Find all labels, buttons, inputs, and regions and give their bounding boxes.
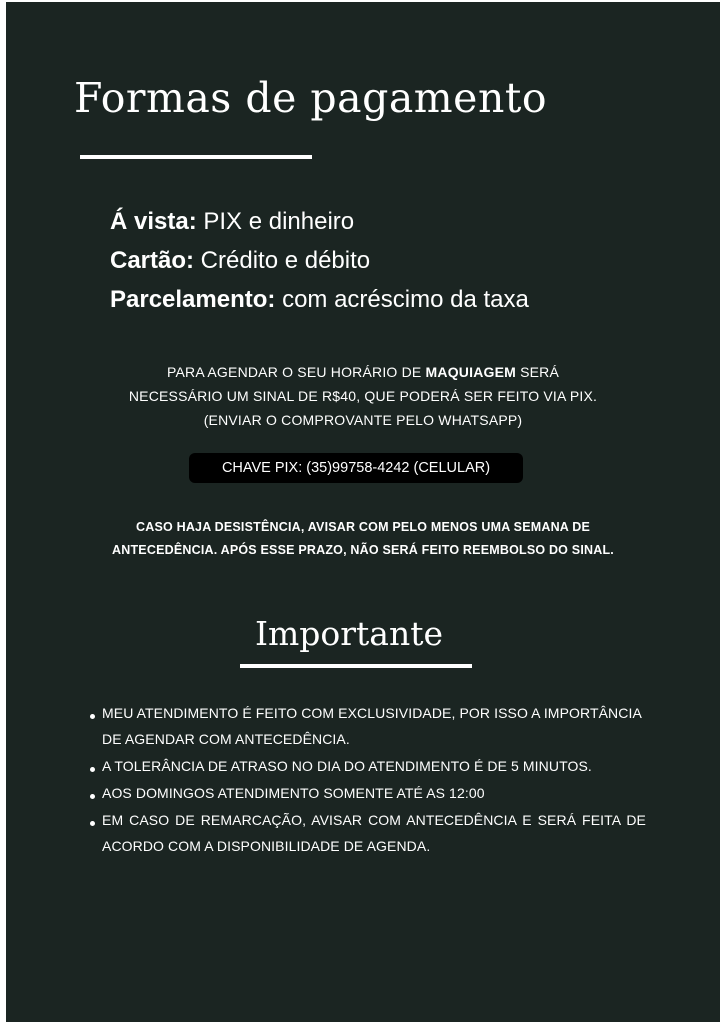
payment-method-value: Crédito e débito: [194, 247, 371, 274]
list-item: [90, 753, 646, 779]
flyer-page: [6, 2, 720, 1022]
list-item-text: AOS DOMINGOS ATENDIMENTO SOMENTE ATÉ AS 12:00: [102, 785, 485, 801]
deposit-notice-line: (ENVIAR O COMPROVANTE PELO WHATSAPP): [203, 412, 523, 428]
bullet-icon: [90, 821, 95, 826]
payment-method-cash: [110, 202, 529, 241]
title-underline: [80, 155, 312, 159]
payment-method-value: PIX e dinheiro: [196, 208, 355, 235]
cancellation-line: CASO HAJA DESISTÊNCIA, AVISAR COM PELO MENOS UMA SEMANA DE: [136, 520, 590, 534]
deposit-notice-line: NECESSÁRIO UM SINAL DE R$40, QUE PODERÁ SER FEITO VIA PIX.: [128, 388, 598, 404]
payment-method-card: [110, 241, 529, 280]
notice-text: SERÁ: [516, 364, 560, 380]
payment-method-label: Cartão:: [110, 247, 195, 274]
list-item: [90, 780, 646, 806]
cancellation-policy: [6, 516, 720, 562]
bullet-icon: [90, 767, 95, 772]
deposit-notice-line: [6, 360, 720, 384]
list-item-text: A TOLERÂNCIA DE ATRASO NO DIA DO ATENDIMENTO É DE 5 MINUTOS.: [102, 758, 592, 774]
notice-highlight: MAQUIAGEM: [425, 364, 517, 380]
list-item-text: EM CASO DE REMARCAÇÃO, AVISAR COM ANTECEDÊNCIA E SERÁ FEITA DE ACORDO COM A DISPONIBILIDADE DE AGENDA.: [102, 812, 646, 854]
important-underline: [240, 664, 472, 668]
list-item: [90, 700, 646, 752]
payment-method-label: Parcelamento:: [110, 286, 276, 313]
payment-method-installments: [110, 280, 529, 319]
pix-key-badge: CHAVE PIX: (35)99758-4242 (CELULAR): [189, 453, 523, 483]
cancellation-line: ANTECEDÊNCIA. APÓS ESSE PRAZO, NÃO SERÁ FEITO REEMBOLSO DO SINAL.: [112, 543, 614, 557]
important-list: [90, 700, 646, 860]
list-item: [90, 807, 646, 859]
payment-method-value: com acréscimo da taxa: [275, 286, 529, 313]
payment-methods-list: [110, 202, 529, 319]
bullet-icon: [90, 794, 95, 799]
deposit-notice: [6, 360, 720, 432]
notice-text: PARA AGENDAR O SEU HORÁRIO DE: [166, 364, 426, 380]
page-title: Formas de pagamento: [74, 74, 548, 122]
important-title: Importante: [254, 614, 444, 653]
payment-method-label: Á vista:: [110, 208, 197, 235]
list-item-text: MEU ATENDIMENTO É FEITO COM EXCLUSIVIDADE, POR ISSO A IMPORTÂNCIA DE AGENDAR COM ANTECEDÊNCIA.: [102, 705, 642, 747]
bullet-icon: [90, 714, 95, 719]
